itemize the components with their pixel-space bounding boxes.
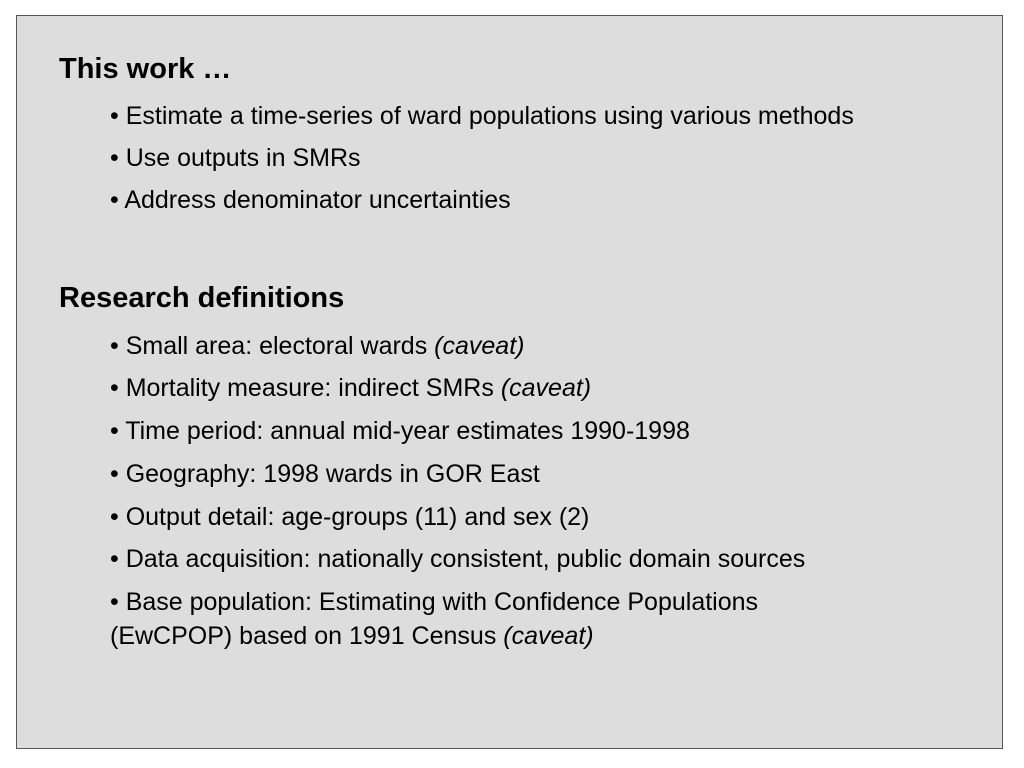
bullet-time-period: [110, 414, 690, 448]
bullet-small-area: [110, 329, 524, 363]
bullet-address-uncertainties: [110, 183, 511, 217]
bullet-use-outputs: [110, 141, 361, 175]
bullet-text: • Time period: annual mid-year estimates 1990-1998: [110, 417, 690, 445]
caveat-note: (caveat): [503, 622, 594, 650]
bullet-text: • Use outputs in SMRs: [110, 144, 361, 172]
caveat-note: (caveat): [500, 374, 592, 402]
bullet-output-detail: [110, 500, 589, 534]
bullet-text-continued: (EwCPOP) based on 1991 Census: [110, 622, 497, 650]
caveat-note: (caveat): [434, 332, 525, 360]
bullet-base-population-continued: [110, 619, 594, 653]
bullet-mortality-measure: [110, 371, 591, 405]
section-heading-research-definitions: Research definitions: [59, 282, 345, 314]
bullet-text: • Base population: Estimating with Confidence Populations: [110, 588, 759, 616]
bullet-estimate-time-series: [110, 99, 854, 133]
bullet-base-population: [110, 585, 758, 619]
bullet-text: • Output detail: age-groups (11) and sex (2): [110, 503, 590, 531]
bullet-geography: [110, 457, 540, 491]
bullet-text: • Estimate a time-series of ward populations using various methods: [110, 102, 854, 130]
bullet-text: • Small area: electoral wards: [110, 332, 428, 360]
slide: [16, 15, 1003, 749]
section-heading-this-work: This work …: [59, 53, 232, 85]
bullet-data-acquisition: [110, 542, 805, 576]
bullet-text: • Data acquisition: nationally consistent, public domain sources: [110, 545, 806, 573]
bullet-text: • Geography: 1998 wards in GOR East: [110, 460, 540, 488]
bullet-text: • Mortality measure: indirect SMRs: [110, 374, 494, 402]
bullet-text: • Address denominator uncertainties: [110, 186, 511, 214]
